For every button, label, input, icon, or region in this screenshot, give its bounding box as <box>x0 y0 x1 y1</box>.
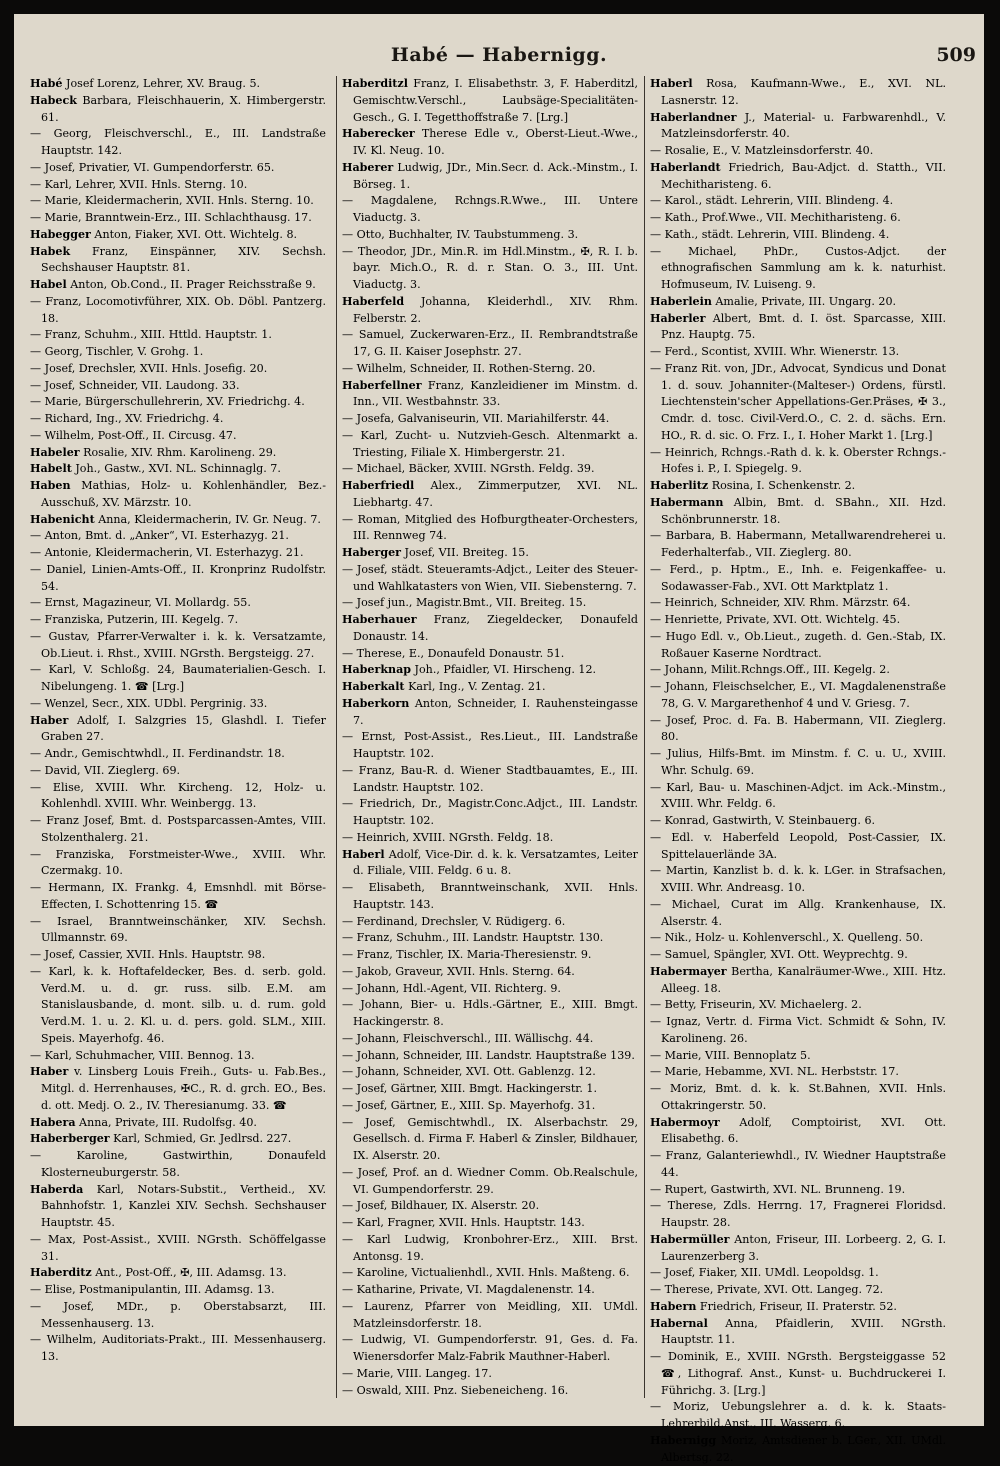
directory-entry: Habermayer Bertha, Kanalräumer-Wwe., XIII. Htz. Alleeg. 18. <box>650 964 946 995</box>
directory-entry: — Josef, Gärtner, XIII. Bmgt. Hackingerstr. 1. <box>342 1082 597 1095</box>
directory-entry: — Johann, Schneider, XVI. Ott. Gablenzg. 12. <box>342 1065 596 1079</box>
directory-entry: — Martin, Kanzlist b. d. k. k. LGer. in Strafsachen, XVIII. Whr. Andreasg. 10. <box>650 864 946 894</box>
directory-entry: Haberditz Ant., Post-Off., ✠, III. Adamsg. 13. <box>30 1266 287 1280</box>
directory-entry: — Wilhelm, Schneider, II. Rothen-Sterng. 20. <box>342 361 596 375</box>
directory-entry: — Wilhelm, Post-Off., II. Circusg. 47. <box>30 428 237 442</box>
column-2 <box>342 76 638 1398</box>
directory-entry: Habeck Barbara, Fleischhauerin, X. Himbergerstr. 61. <box>30 93 326 124</box>
directory-entry: — Moriz, Uebungslehrer a. d. k. k. Staats-Lehrerbild.Anst., III. Wasserg. 6. <box>650 1400 946 1430</box>
entry-headword: Haberl <box>342 847 385 861</box>
directory-entry: Haberlein Amalie, Private, III. Ungarg. 20. <box>650 294 897 308</box>
directory-entry: — Karl, Schuhmacher, VIII. Bennog. 13. <box>30 1048 255 1062</box>
entry-headword: Haberhauer <box>342 613 417 626</box>
directory-entry: — Israel, Branntweinschänker, XIV. Sechsh. Ullmannstr. 69. <box>30 914 326 945</box>
directory-entry: Haber Adolf, I. Salzgries 15, Glashdl. I. Tiefer Graben 27. <box>30 713 326 744</box>
directory-entry: Haberfriedl Alex., Zimmerputzer, XVI. NL. Liebhartg. 47. <box>342 479 638 509</box>
directory-entry: — Katharine, Private, VI. Magdalenenstr. 14. <box>342 1283 595 1296</box>
directory-entry: Haberl Adolf, Vice-Dir. d. k. k. Versatzamtes, Leiter d. Filiale, VIII. Feldg. 6 u. 8. <box>342 847 638 878</box>
entry-headword: Habernigg <box>650 1433 717 1447</box>
entry-headword: Habeler <box>30 445 80 459</box>
directory-entry: Habermoyr Adolf, Comptoirist, XVI. Ott. Elisabethg. 6. <box>650 1115 946 1146</box>
directory-entry: — Karl, k. k. Hoftafeldecker, Bes. d. serb. gold. Verd.M. u. d. gr. russ. silb. E.M. am Stanislausbande, d. mont. silb. u. d. rum. gold Verd.M. 1. u. 2. Kl. u. d. pers. gold. SLM., XIII. Speis. Mayerhofg. 46. <box>30 964 326 1045</box>
directory-entry: Habermann Albin, Bmt. d. SBahn., XII. Hzd. Schönbrunnerstr. 18. <box>650 495 946 526</box>
directory-entry: — Kath., Prof.Wwe., VII. Mechitharisteng. 6. <box>650 211 901 224</box>
entry-headword: Haberlandner <box>650 110 737 124</box>
directory-entry: — Franz, Galanteriewhdl., IV. Wiedner Hauptstraße 44. <box>650 1149 946 1179</box>
directory-entry: — Karl, Fragner, XVII. Hnls. Hauptstr. 143. <box>342 1216 585 1229</box>
directory-entry: — Ferd., p. Hptm., E., Inh. e. Feigenkaffee- u. Sodawasser-Fab., XVI. Ott Marktplatz 1. <box>650 562 946 593</box>
directory-entry: Habelt Joh., Gastw., XVI. NL. Schinnaglg. 7. <box>30 462 281 476</box>
entry-headword: Haberberger <box>30 1132 110 1146</box>
entry-headword: Haberkorn <box>342 696 410 710</box>
directory-entry: — Ferdinand, Drechsler, V. Rüdigerg. 6. <box>342 914 566 928</box>
directory-entry: — Georg, Fleischverschl., E., III. Landstraße Hauptstr. 142. <box>30 127 326 157</box>
directory-entry: Habern Friedrich, Friseur, II. Praterstr. 52. <box>650 1299 897 1313</box>
directory-entry: Haberditzl Franz, I. Elisabethstr. 3, F. Haberditzl, Gemischtw.Verschl., Laubsäge-Specialitäten-Gesch., G. I. Tegetthoffstraße 7. [Lrg.] <box>342 77 638 124</box>
directory-entry: — Franz Josef, Bmt. d. Postsparcassen-Amtes, VIII. Stolzenthalerg. 21. <box>30 814 326 844</box>
running-head: Habé — Habernigg. <box>390 44 608 66</box>
directory-entry: — Jakob, Graveur, XVII. Hnls. Sterng. 64. <box>342 964 575 978</box>
directory-entry: Habera Anna, Private, III. Rudolfsg. 40. <box>30 1115 257 1129</box>
entry-headword: Habera <box>30 1115 76 1129</box>
entry-headword: Haberler <box>650 311 706 325</box>
directory-entry: — Richard, Ing., XV. Friedrichg. 4. <box>30 412 224 425</box>
directory-entry: — Marie, Branntwein-Erz., III. Schlachthausg. 17. <box>30 211 312 224</box>
directory-entry: — Franz, Schuhm., III. Landstr. Hauptstr. 130. <box>342 931 604 945</box>
directory-entry: — Johann, Hdl.-Agent, VII. Richterg. 9. <box>342 981 561 995</box>
directory-entry: — Hermann, IX. Frankg. 4, Emsnhdl. mit Börse-Effecten, I. Schottenring 15. ☎ <box>30 881 326 911</box>
directory-entry: — Josef, Gemischtwhdl., IX. Alserbachstr. 29, Gesellsch. d. Firma F. Haberl & Zinsler, Bildhauer, IX. Alserstr. 20. <box>342 1115 638 1162</box>
directory-entry: — Rupert, Gastwirth, XVI. NL. Brunneng. 19. <box>650 1182 906 1196</box>
directory-entry: — Karl, Zucht- u. Nutzvieh-Gesch. Altenmarkt a. Triesting, Filiale X. Himbergerstr. 21. <box>342 428 638 459</box>
directory-entry: — Franziska, Forstmeister-Wwe., XVIII. Whr. Czermakg. 10. <box>30 847 326 878</box>
entry-headword: Habernal <box>650 1316 708 1330</box>
directory-entry: — Rosalie, E., V. Matzleinsdorferstr. 40. <box>650 144 874 157</box>
directory-entry: Haberfellner Franz, Kanzleidiener im Minstm. d. Inn., VII. Westbahnstr. 33. <box>342 378 638 409</box>
directory-entry: — Karl, Lehrer, XVII. Hnls. Sterng. 10. <box>30 177 248 191</box>
directory-entry: Haberlandt Friedrich, Bau-Adjct. d. Statth., VII. Mechitharisteng. 6. <box>650 160 946 191</box>
entry-headword: Haberknap <box>342 663 412 677</box>
entry-headword: Haberfeld <box>342 294 405 308</box>
directory-entry: — Konrad, Gastwirth, V. Steinbauerg. 6. <box>650 814 876 827</box>
directory-entry: — Josef, MDr., p. Oberstabsarzt, III. Messenhauserg. 13. <box>30 1299 326 1330</box>
directory-entry: Habek Franz, Einspänner, XIV. Sechsh. Sechshauser Hauptstr. 81. <box>30 244 326 275</box>
directory-entry: — Josef, Bildhauer, IX. Alserstr. 20. <box>342 1199 540 1213</box>
directory-entry: — Julius, Hilfs-Bmt. im Minstm. f. C. u. U., XVIII. Whr. Schulg. 69. <box>650 747 946 777</box>
directory-entry: — Karoline, Gastwirthin, Donaufeld Klosterneuburgerstr. 58. <box>30 1149 326 1179</box>
directory-entry: — Gustav, Pfarrer-Verwalter i. k. k. Versatzamte, Ob.Lieut. i. Rhst., XVIII. NGrsth. Bergsteigg. 27. <box>30 629 326 660</box>
directory-entry: — Daniel, Linien-Amts-Off., II. Kronprinz Rudolfstr. 54. <box>30 562 326 593</box>
directory-entry: — Kath., städt. Lehrerin, VIII. Blindeng. 4. <box>650 227 890 241</box>
directory-entry: — Friedrich, Dr., Magistr.Conc.Adjct., III. Landstr. Hauptstr. 102. <box>342 797 638 827</box>
directory-entry: — Johann, Fleischselcher, E., VI. Magdalenenstraße 78, G. V. Margarethenhof 4 und V. Griesg. 7. <box>650 680 946 710</box>
directory-entry: Haberer Ludwig, JDr., Min.Secr. d. Ack.-Minstm., I. Börseg. 1. <box>342 160 638 191</box>
directory-entry: — Therese, Zdls. Herrng. 17, Fragnerei Floridsd. Haupstr. 28. <box>650 1199 946 1229</box>
directory-entry: — Franz, Locomotivführer, XIX. Ob. Döbl. Pantzerg. 18. <box>30 294 326 325</box>
directory-entry: — Hugo Edl. v., Ob.Lieut., zugeth. d. Gen.-Stab, IX. Roßauer Kaserne Nordtract. <box>650 629 946 660</box>
directory-entry: Haberl Rosa, Kaufmann-Wwe., E., XVI. NL. Lasnerstr. 12. <box>650 77 946 107</box>
directory-entry: Haberknap Joh., Pfaidler, VI. Hirscheng. 12. <box>342 663 597 677</box>
directory-entry: — Franz, Bau-R. d. Wiener Stadtbauamtes, E., III. Landstr. Hauptstr. 102. <box>342 763 638 794</box>
directory-entry: — Dominik, E., XVIII. NGrsth. Bergsteiggasse 52 ☎, Lithograf. Anst., Kunst- u. Buchdruckerei I. Führichg. 3. [Lrg.] <box>650 1350 946 1397</box>
directory-entry: Haberfeld Johanna, Kleiderhdl., XIV. Rhm. Felberstr. 2. <box>342 294 638 325</box>
entry-headword: Habenicht <box>30 512 95 526</box>
directory-entry: — Johann, Schneider, III. Landstr. Hauptstraße 139. <box>342 1048 635 1062</box>
directory-entry: — Nik., Holz- u. Kohlenverschl., X. Quelleng. 50. <box>650 931 924 945</box>
entry-headword: Habermayer <box>650 964 727 978</box>
directory-entry: — Henriette, Private, XVI. Ott. Wichtelg. 45. <box>650 613 901 626</box>
directory-entry: — Marie, Bürgerschullehrerin, XV. Friedrichg. 4. <box>30 395 305 409</box>
directory-entry: — Karoline, Victualienhdl., XVII. Hnls. Maßteng. 6. <box>342 1266 630 1280</box>
directory-entry: — Johann, Fleischverschl., III. Wällischg. 44. <box>342 1031 594 1045</box>
directory-entry: Haberger Josef, VII. Breiteg. 15. <box>342 546 529 559</box>
columns <box>30 76 965 1464</box>
directory-entry: — Therese, E., Donaufeld Donaustr. 51. <box>342 646 565 660</box>
directory-entry: — Karl, V. Schloßg. 24, Baumaterialien-Gesch. I. Nibelungeng. 1. ☎ [Lrg.] <box>30 663 326 693</box>
directory-entry: — Samuel, Zuckerwaren-Erz., II. Rembrandtstraße 17, G. II. Kaiser Josephstr. 27. <box>342 328 638 358</box>
entry-headword: Haberfellner <box>342 378 422 392</box>
entry-headword: Haber <box>30 1065 69 1079</box>
column-1 <box>30 76 326 1398</box>
directory-entry: — Wenzel, Secr., XIX. UDbl. Pergrinig. 33. <box>30 696 268 710</box>
page-number: 509 <box>936 44 976 66</box>
entry-headword: Haben <box>30 479 71 492</box>
directory-entry: — Michael, PhDr., Custos-Adjct. der ethnografischen Sammlung am k. k. naturhist. Hofmuseum, IV. Luiseng. 9. <box>650 244 946 291</box>
directory-entry: — Oswald, XIII. Pnz. Siebeneicheng. 16. <box>342 1383 569 1397</box>
page-header <box>14 14 984 70</box>
directory-entry: — Andr., Gemischtwhdl., II. Ferdinandstr. 18. <box>30 747 285 760</box>
directory-entry: — Max, Post-Assist., XVIII. NGrsth. Schöffelgasse 31. <box>30 1232 326 1263</box>
directory-entry: — Franz Rit. von, JDr., Advocat, Syndicus und Donat 1. d. souv. Johanniter-(Malteser-) Ordens, fürstl. Liechtenstein'scher Appellations-Ger.Präses, ✠ 3., Cmdr. d. tosc. Civil-Verd.O., C. 2. d. sächs. Ern. HO., R. d. sic. O. Frz. I., I. Hoher Markt 1. [Lrg.] <box>650 361 946 442</box>
directory-entry: — Roman, Mitglied des Hofburgtheater-Orchesters, III. Rennweg 74. <box>342 512 638 543</box>
directory-entry: Haberberger Karl, Schmied, Gr. Jedlrsd. 227. <box>30 1132 292 1146</box>
entry-headword: Haberl <box>650 77 693 90</box>
entry-headword: Habé <box>30 77 63 90</box>
directory-entry: — Josef, Gärtner, E., XIII. Sp. Mayerhofg. 31. <box>342 1098 596 1112</box>
directory-entry: — Marie, VIII. Langeg. 17. <box>342 1366 492 1380</box>
directory-entry: — Theodor, JDr., Min.R. im Hdl.Minstm., ✠, R. I. b. bayr. Mich.O., R. d. r. Stan. O. 3., III. Unt. Viaductg. 3. <box>342 244 638 291</box>
directory-entry: — Betty, Friseurin, XV. Michaelerg. 2. <box>650 998 862 1012</box>
directory-entry: — Ferd., Scontist, XVIII. Whr. Wienerstr. 13. <box>650 345 900 358</box>
directory-entry: — Elise, XVIII. Whr. Kircheng. 12, Holz- u. Kohlenhdl. XVIII. Whr. Weinbergg. 13. <box>30 780 326 811</box>
directory-entry: — Elisabeth, Branntweinschank, XVII. Hnls. Hauptstr. 143. <box>342 881 638 911</box>
directory-entry: — Magdalene, Rchngs.R.Wwe., III. Untere Viaductg. 3. <box>342 194 638 224</box>
entry-headword: Haber <box>30 713 69 727</box>
directory-entry: — Josef, städt. Steueramts-Adjct., Leiter des Steuer- und Wahlkatasters von Wien, VII. Siebensterng. 7. <box>342 562 638 593</box>
directory-entry: — Josef jun., Magistr.Bmt., VII. Breiteg. 15. <box>342 596 587 610</box>
entry-headword: Haberlitz <box>650 479 709 492</box>
directory-entry: Haberlandner J., Material- u. Farbwarenhdl., V. Matzleinsdorferstr. 40. <box>650 110 946 141</box>
directory-entry: — Heinrich, Schneider, XIV. Rhm. Märzstr. 64. <box>650 596 911 610</box>
directory-entry: Haber v. Linsberg Louis Freih., Guts- u. Fab.Bes., Mitgl. d. Herrenhauses, ✠C., R. d. grch. EO., Bes. d. ott. Medj. O. 2., IV. Theresianumg. 33. ☎ <box>30 1065 326 1112</box>
directory-entry: — Josef, Drechsler, XVII. Hnls. Josefig. 20. <box>30 361 268 375</box>
entry-headword: Habelt <box>30 462 72 476</box>
entry-headword: Haberger <box>342 546 401 559</box>
directory-entry: — Samuel, Spängler, XVI. Ott. Weyprechtg. 9. <box>650 948 908 961</box>
directory-entry: — Josef, Schneider, VII. Laudong. 33. <box>30 378 240 392</box>
directory-entry: — Josef, Cassier, XVII. Hnls. Hauptstr. 98. <box>30 948 266 961</box>
entry-headword: Habegger <box>30 227 91 241</box>
directory-entry: — Josef, Prof. an d. Wiedner Comm. Ob.Realschule, VI. Gumpendorferstr. 29. <box>342 1165 638 1196</box>
directory-entry: — Marie, VIII. Bennoplatz 5. <box>650 1048 811 1062</box>
directory-entry: — Marie, Kleidermacherin, XVII. Hnls. Sterng. 10. <box>30 194 314 208</box>
directory-entry: — Ignaz, Vertr. d. Firma Vict. Schmidt & Sohn, IV. Karolineng. 26. <box>650 1015 946 1045</box>
entry-headword: Haberkalt <box>342 680 405 693</box>
entry-headword: Haberlandt <box>650 160 721 174</box>
directory-entry: — Laurenz, Pfarrer von Meidling, XII. UMdl. Matzleinsdorferstr. 18. <box>342 1299 638 1330</box>
entry-headword: Haberfriedl <box>342 479 415 492</box>
directory-entry: — Karl, Bau- u. Maschinen-Adjct. im Ack.-Minstm., XVIII. Whr. Feldg. 6. <box>650 780 946 811</box>
entry-headword: Habek <box>30 244 71 258</box>
entry-headword: Haberditz <box>30 1266 92 1280</box>
directory-entry: — Josef, Fiaker, XII. UMdl. Leopoldsg. 1. <box>650 1266 879 1280</box>
directory-entry: — Anton, Bmt. d. „Anker“, VI. Esterhazyg. 21. <box>30 529 289 543</box>
directory-entry: — Ludwig, VI. Gumpendorferstr. 91, Ges. d. Fa. Wienersdorfer Malz-Fabrik Mauthner-Haberl. <box>342 1333 638 1363</box>
directory-entry: Habernal Anna, Pfaidlerin, XVIII. NGrsth. Hauptstr. 11. <box>650 1316 946 1347</box>
directory-entry: — Franz, Schuhm., XIII. Httld. Hauptstr. 1. <box>30 328 272 342</box>
directory-entry: — Therese, Private, XVI. Ott. Langeg. 72. <box>650 1283 884 1296</box>
directory-entry: Habeler Rosalie, XIV. Rhm. Karolineng. 29. <box>30 445 277 459</box>
directory-entry: — Barbara, B. Habermann, Metallwarendreherei u. Federhalterfab., VII. Zieglerg. 80. <box>650 529 946 559</box>
directory-entry: Haberkalt Karl, Ing., V. Zentag. 21. <box>342 680 546 693</box>
directory-entry: — Heinrich, Rchngs.-Rath d. k. k. Oberster Rchngs.-Hofes i. P., I. Spiegelg. 9. <box>650 445 946 476</box>
directory-entry: — Edl. v. Haberfeld Leopold, Post-Cassier, IX. Spittelauerlände 3A. <box>650 830 946 861</box>
directory-entry: — Moriz, Bmt. d. k. k. St.Bahnen, XVII. Hnls. Ottakringerstr. 50. <box>650 1082 946 1112</box>
directory-entry: — Michael, Curat im Allg. Krankenhause, IX. Alserstr. 4. <box>650 897 946 928</box>
entry-headword: Habermüller <box>650 1232 730 1246</box>
directory-entry: — Elise, Postmanipulantin, III. Adamsg. 13. <box>30 1283 275 1296</box>
directory-entry: Habegger Anton, Fiaker, XVI. Ott. Wichtelg. 8. <box>30 227 298 241</box>
directory-entry: Haben Mathias, Holz- u. Kohlenhändler, Bez.-Ausschuß, XV. Märzstr. 10. <box>30 479 326 509</box>
directory-entry: — Johann, Milit.Rchngs.Off., III. Kegelg. 2. <box>650 663 890 677</box>
directory-entry: — Wilhelm, Auditoriats-Prakt., III. Messenhauserg. 13. <box>30 1333 326 1363</box>
directory-entry: Habernigg Moriz, Amtsdiener b. LGer., XII. UMdl. Albertsg. 22. <box>650 1433 946 1464</box>
directory-entry: — Ernst, Post-Assist., Res.Lieut., III. Landstraße Hauptstr. 102. <box>342 730 638 760</box>
directory-entry: Haberda Karl, Notars-Substit., Vertheid., XV. Bahnhofstr. 1, Kanzlei XIV. Sechsh. Sechshauser Hauptstr. 45. <box>30 1182 326 1229</box>
entry-headword: Haberditzl <box>342 77 408 90</box>
directory-entry: — Johann, Bier- u. Hdls.-Gärtner, E., XIII. Bmgt. Hackingerstr. 8. <box>342 998 638 1028</box>
directory-entry: Habé Josef Lorenz, Lehrer, XV. Braug. 5. <box>30 77 261 90</box>
directory-entry: — Karol., städt. Lehrerin, VIII. Blindeng. 4. <box>650 194 894 208</box>
directory-entry: — Marie, Hebamme, XVI. NL. Herbststr. 17. <box>650 1065 899 1079</box>
entry-headword: Habel <box>30 278 67 291</box>
entry-headword: Haberer <box>342 160 394 174</box>
directory-entry: — Michael, Bäcker, XVIII. NGrsth. Feldg. 39. <box>342 462 595 476</box>
directory-entry: — Karl Ludwig, Kronbohrer-Erz., XIII. Brst. Antonsg. 19. <box>342 1232 638 1263</box>
directory-entry: — Josef, Privatier, VI. Gumpendorferstr. 65. <box>30 160 275 174</box>
directory-entry: — David, VII. Zieglerg. 69. <box>30 763 181 777</box>
directory-entry: Habermüller Anton, Friseur, III. Lorbeerg. 2, G. I. Laurenzerberg 3. <box>650 1232 946 1263</box>
directory-entry: Haberler Albert, Bmt. d. I. öst. Sparcasse, XIII. Pnz. Hauptg. 75. <box>650 311 946 342</box>
directory-entry: — Otto, Buchhalter, IV. Taubstummeng. 3. <box>342 227 579 241</box>
directory-entry: Habenicht Anna, Kleidermacherin, IV. Gr. Neug. 7. <box>30 512 321 526</box>
directory-entry: — Heinrich, XVIII. NGrsth. Feldg. 18. <box>342 830 554 844</box>
directory-entry: Haberecker Therese Edle v., Oberst-Lieut.-Wwe., IV. Kl. Neug. 10. <box>342 127 638 157</box>
directory-entry: Haberkorn Anton, Schneider, I. Rauhensteingasse 7. <box>342 696 638 727</box>
directory-entry: — Ernst, Magazineur, VI. Mollardg. 55. <box>30 596 251 610</box>
directory-entry: Haberhauer Franz, Ziegeldecker, Donaufeld Donaustr. 14. <box>342 613 638 643</box>
directory-entry: — Josef, Proc. d. Fa. B. Habermann, VII. Zieglerg. 80. <box>650 713 946 744</box>
directory-entry: — Franziska, Putzerin, III. Kegelg. 7. <box>30 613 239 626</box>
directory-entry: — Antonie, Kleidermacherin, VI. Esterhazyg. 21. <box>30 546 304 559</box>
directory-entry: Habel Anton, Ob.Cond., II. Prager Reichsstraße 9. <box>30 278 316 291</box>
entry-headword: Habermann <box>650 495 724 509</box>
column-3 <box>650 76 946 1464</box>
entry-headword: Habermoyr <box>650 1115 720 1129</box>
directory-entry: Haberlitz Rosina, I. Schenkenstr. 2. <box>650 479 856 492</box>
directory-entry: — Josefa, Galvaniseurin, VII. Mariahilferstr. 44. <box>342 412 610 425</box>
entry-headword: Haberecker <box>342 127 415 141</box>
directory-entry: — Franz, Tischler, IX. Maria-Theresienstr. 9. <box>342 948 592 961</box>
entry-headword: Habeck <box>30 93 77 107</box>
entry-headword: Haberda <box>30 1182 84 1196</box>
entry-headword: Haberlein <box>650 294 712 308</box>
directory-entry: — Georg, Tischler, V. Grohg. 1. <box>30 345 204 358</box>
entry-headword: Habern <box>650 1299 697 1313</box>
